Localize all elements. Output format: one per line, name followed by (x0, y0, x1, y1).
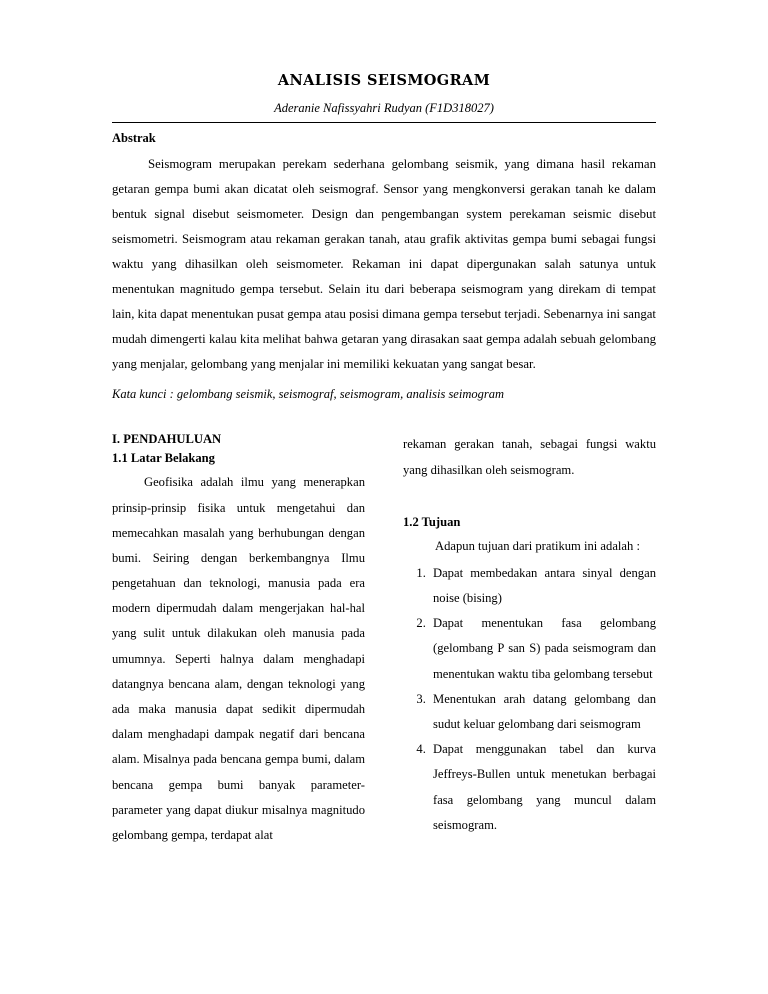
column-right (403, 432, 656, 850)
two-column-body (112, 432, 656, 850)
list-item: 4. Dapat menggunakan tabel dan kurva Jeffreys-Bullen untuk menetukan berbagai fasa gelombang yang muncul dalam seismogram. (429, 737, 656, 838)
abstract-label: Abstrak (112, 131, 156, 145)
column-left (112, 432, 365, 850)
section-heading-pendahuluan: I. PENDAHULUAN (112, 432, 222, 447)
header-divider (112, 122, 656, 123)
tujuan-list (403, 561, 656, 838)
author-line: Aderanie Nafissyahri Rudyan (F1D318027) (274, 101, 494, 115)
list-item: 2. Dapat menentukan fasa gelombang (gelombang P san S) pada seismogram dan menentukan waktu tiba gelombang tersebut (429, 611, 656, 687)
keywords-line: Kata kunci : gelombang seismik, seismograf, seismogram, analisis seimogram (112, 386, 504, 401)
subsection-heading-latar-belakang: 1.1 Latar Belakang (112, 451, 215, 466)
column-spacer (403, 485, 656, 515)
abstract-text (112, 152, 656, 377)
paragraph-latar-belakang-continued: rekaman gerakan tanah, sebagai fungsi waktu yang dihasilkan oleh seismogram. (403, 437, 656, 477)
list-item: 3. Menentukan arah datang gelombang dan sudut keluar gelombang dari seismogram (429, 687, 656, 737)
paragraph-latar-belakang (112, 470, 365, 848)
subsection-heading-tujuan: 1.2 Tujuan (403, 514, 461, 529)
paragraph-tujuan-intro (403, 534, 656, 559)
paragraph-latar-belakang-text: Geofisika adalah ilmu yang menerapkan prinsip-prinsip fisika untuk mengetahui dan memecahkan masalah yang berhubungan dengan bumi. Seiring dengan berkembangnya Ilmu pengetahuan dan teknologi, manusia pada era modern dipermudah dalam mengerjakan hal-hal yang sulit untuk dilakukan oleh manusia pada umumnya. Seperti halnya dalam menghadapi datangnya bencana alam, dengan teknologi yang ada maka manusia dapat sedikit dipermudah dalam menghadapi dampak negatif dari bencana alam. Misalnya pada bencana gempa bumi, dalam bencana gempa bumi banyak parameter-parameter yang dapat diukur misalnya magnitudo gelombang gempa, terdapat alat (112, 475, 365, 842)
page-title: ANALISIS SEISMOGRAM (277, 72, 491, 89)
abstract-text-content: Seismogram merupakan perekam sederhana gelombang seismik, yang dimana hasil rekaman getaran gempa bumi akan dicatat oleh seismograf. Sensor yang mengkonversi gerakan tanah ke dalam bentuk signal disebut seismometer. Design dan pengembangan system perekaman seismic disebut seismometri. Seismogram atau rekaman gerakan tanah, atau grafik aktivitas gempa bumi sebagai fungsi waktu yang dihasilkan oleh seismometer. Rekaman ini dapat dipergunakan salah satunya untuk menentukan magnitudo gempa tersebut. Selain itu dari beberapa seismogram yang direkam di tempat lain, kita dapat menentukan pusat gempa atau posisi dimana gempa tersebut terjadi. Sebenarnya ini sangat mudah dimengerti kalau kita melihat bahwa getaran yang dirasakan saat gempa adalah sebuah gelombang yang menjalar, gelombang yang menjalar ini memiliki kekuatan yang sangat besar. (112, 157, 656, 371)
list-item: 1. Dapat membedakan antara sinyal dengan noise (bising) (429, 561, 656, 611)
paragraph-tujuan-intro-text: Adapun tujuan dari pratikum ini adalah : (435, 538, 640, 553)
